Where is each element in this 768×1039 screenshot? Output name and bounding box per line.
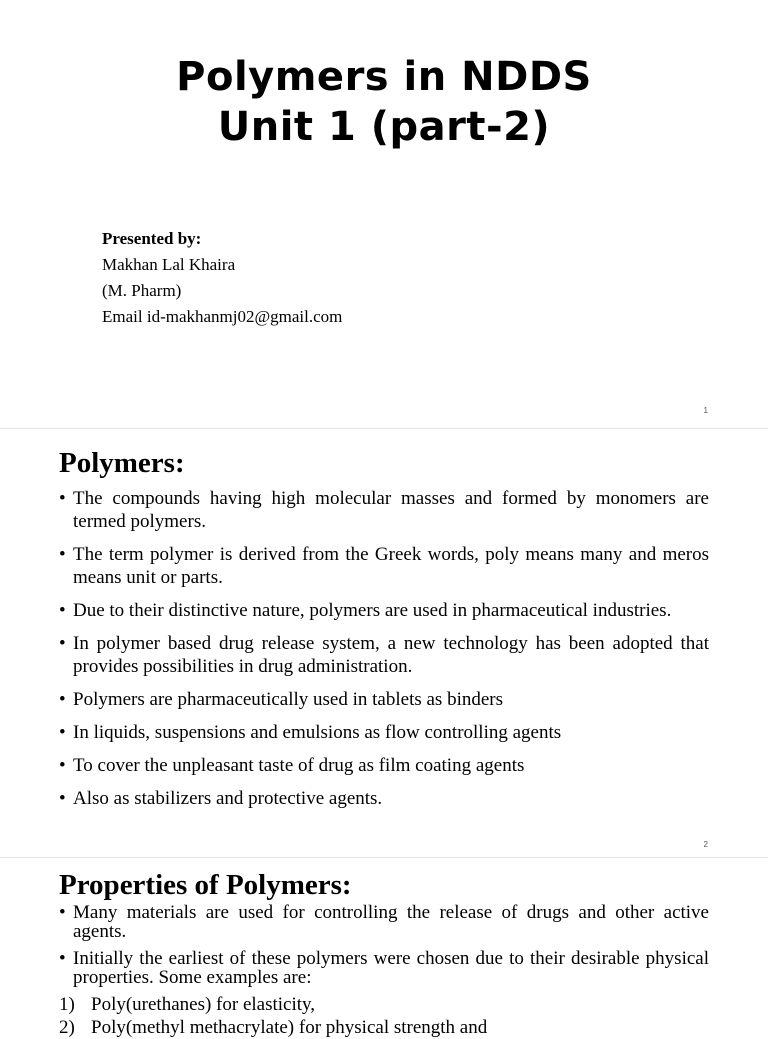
presenter-block <box>102 226 342 330</box>
slide-1-title <box>0 52 768 152</box>
slide-3-bullet-list <box>59 903 709 995</box>
bullet-item: • Also as stabilizers and protective agents. <box>59 787 709 810</box>
numbered-item <box>59 1016 709 1039</box>
bullet-item: • Many materials are used for controlling the release of drugs and other active agents. <box>59 903 709 941</box>
bullet-item: • In liquids, suspensions and emulsions as flow controlling agents <box>59 721 709 744</box>
bullet-item: • The compounds having high molecular masses and formed by monomers are termed polymers. <box>59 487 709 533</box>
presented-by-label: Presented by: <box>102 229 202 248</box>
slide-1 <box>0 0 768 425</box>
presenter-name: Makhan Lal Khaira <box>102 255 236 274</box>
slide-3-title: Properties of Polymers: <box>59 869 352 901</box>
item-text: Poly(methyl methacrylate) for physical strength and <box>91 1017 488 1038</box>
item-number: 1) <box>59 994 75 1015</box>
presenter-degree: (M. Pharm) <box>102 281 182 300</box>
page-number-1: 1 <box>703 406 708 415</box>
slide-3-numbered-list <box>59 993 709 1039</box>
slide-divider <box>0 428 768 429</box>
numbered-item <box>59 993 709 1016</box>
bullet-item: • The term polymer is derived from the Greek words, poly means many and meros means unit or parts. <box>59 543 709 589</box>
item-text: Poly(urethanes) for elasticity, <box>91 994 316 1015</box>
bullet-item: • Due to their distinctive nature, polymers are used in pharmaceutical industries. <box>59 599 709 622</box>
presenter-email: Email id-makhanmj02@gmail.com <box>102 307 343 326</box>
bullet-item: • Initially the earliest of these polymers were chosen due to their desirable physical properties. Some examples are: <box>59 949 709 987</box>
slide-3 <box>0 862 768 1038</box>
slide-2-bullet-list <box>59 487 709 820</box>
slide-2 <box>0 432 768 854</box>
item-number: 2) <box>59 1017 75 1038</box>
slide-2-title: Polymers: <box>59 447 185 479</box>
page-number-2: 2 <box>703 840 708 849</box>
title-line-2: Unit 1 (part-2) <box>217 104 551 150</box>
bullet-item: • To cover the unpleasant taste of drug as film coating agents <box>59 754 709 777</box>
bullet-item: • Polymers are pharmaceutically used in tablets as binders <box>59 688 709 711</box>
title-line-1: Polymers in NDDS <box>176 54 592 100</box>
bullet-item: • In polymer based drug release system, a new technology has been adopted that provides possibilities in drug administration. <box>59 632 709 678</box>
slide-divider <box>0 857 768 858</box>
